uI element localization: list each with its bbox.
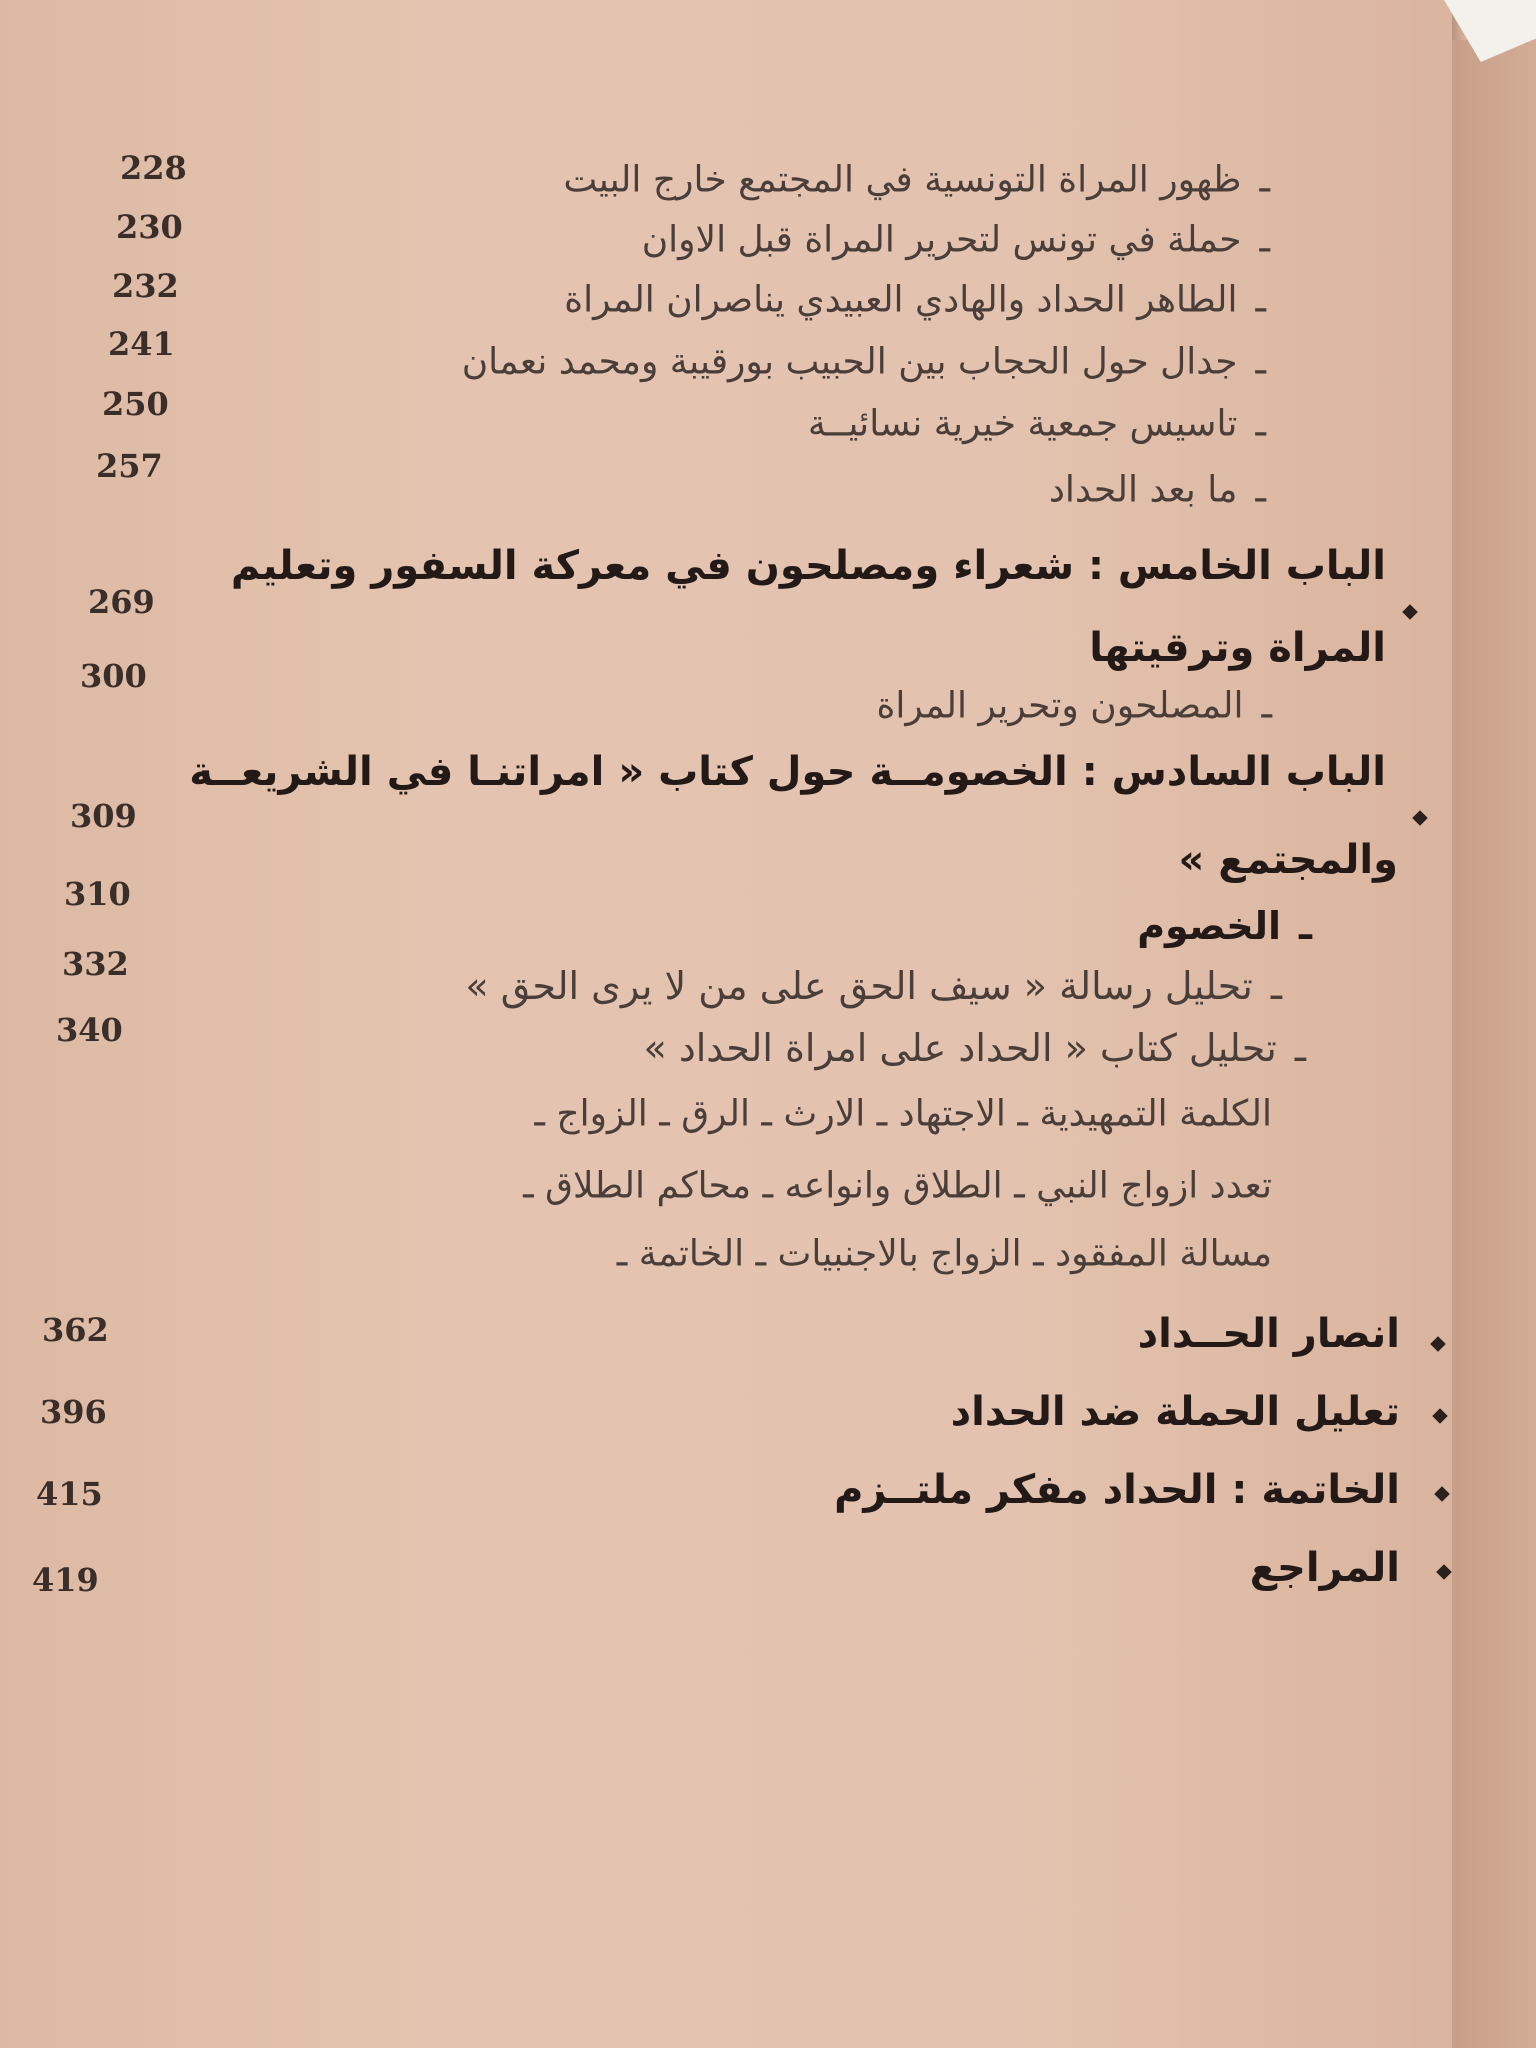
page-number: 309 [70,797,137,835]
toc-chapter-entry: تعليل الحملة ضد الحداد [950,1389,1400,1435]
dash-marker: ـ [1259,219,1270,261]
page-number: 269 [88,583,155,621]
toc-entry-title: المصلحون وتحرير المراة [876,685,1244,727]
toc-detail-line: مسالة المفقود ـ الزواج بالاجنبيات ـ الخاتمة ـ [616,1233,1272,1275]
dash-marker: ـ [1270,964,1282,1008]
page-number: 232 [112,267,179,305]
page-number: 362 [42,1311,109,1349]
page-edge [1452,40,1536,2048]
toc-entry [462,342,1266,383]
page-number: 228 [120,149,187,187]
toc-entry [644,1026,1307,1070]
toc-entry [563,160,1270,201]
toc-detail-line: تعدد ازواج النبي ـ الطلاق وانواعه ـ محاكم الطلاق ـ [523,1165,1272,1207]
dash-marker: ـ [1255,341,1266,383]
toc-entry [876,686,1272,727]
dash-marker: ـ [1255,403,1266,445]
diamond-bullet-icon [1436,1564,1452,1580]
toc-chapter-entry: الباب السادس : الخصومــة حول كتاب « امراتنـا في الشريعــة [189,749,1386,795]
diamond-bullet-icon [1402,604,1418,620]
page-number: 300 [80,657,147,695]
page-number: 241 [108,325,175,363]
toc-entry-title: ظهور المراة التونسية في المجتمع خارج البيت [563,159,1242,201]
toc-entry-title: جدال حول الحجاب بين الحبيب بورقيبة ومحمد نعمان [461,341,1238,383]
dash-marker: ـ [1255,279,1266,321]
toc-entry [808,404,1266,445]
diamond-bullet-icon [1430,1336,1446,1352]
dash-marker: ـ [1261,685,1272,727]
page-number: 257 [96,447,163,485]
toc-chapter-continuation: المراة وترقيتها [1089,625,1386,671]
page-number: 419 [32,1561,99,1599]
toc-entry [465,964,1282,1008]
toc-chapter-entry: المراجع [1249,1545,1400,1591]
diamond-bullet-icon [1434,1486,1450,1502]
page-number: 415 [36,1475,103,1513]
dash-marker: ـ [1294,1026,1306,1070]
dash-marker: ـ [1259,159,1270,201]
page-number: 396 [40,1393,107,1431]
toc-entry-title: تحليل رسالة « سيف الحق على من لا يرى الحق » [465,964,1253,1008]
page-number: 250 [102,385,169,423]
toc-detail-line: الكلمة التمهيدية ـ الاجتهاد ـ الارث ـ الرق ـ الزواج ـ [534,1093,1272,1135]
toc-entry-title: حملة في تونس لتحرير المراة قبل الاوان [641,219,1242,261]
diamond-bullet-icon [1432,1408,1448,1424]
toc-entry-title: تاسيس جمعية خيرية نسائيــة [807,403,1238,445]
page-number: 332 [62,945,129,983]
page-number: 310 [64,875,131,913]
toc-chapter-entry: الباب الخامس : شعراء ومصلحون في معركة السفور وتعليم [230,543,1386,589]
toc-chapter-entry: الخاتمة : الحداد مفكر ملتــزم [834,1467,1400,1513]
toc-entry [1049,470,1266,511]
toc-entry [642,220,1270,261]
diamond-bullet-icon [1412,810,1428,826]
toc-entry-title: ما بعد الحداد [1048,469,1238,511]
toc-entry-title: الخصوم [1137,904,1281,948]
toc-chapter-entry: انصار الحــداد [1137,1311,1400,1357]
page-number: 340 [56,1011,123,1049]
page-number: 230 [116,208,183,246]
dash-marker: ـ [1255,469,1266,511]
toc-entry-title: تحليل كتاب « الحداد على امراة الحداد » [643,1026,1277,1070]
toc-entry [1137,904,1312,948]
dash-marker: ـ [1299,904,1312,948]
toc-entry-title: الطاهر الحداد والهادي العبيدي يناصران المراة [564,279,1238,321]
toc-chapter-continuation: والمجتمع » [1178,837,1398,883]
toc-entry [564,280,1266,321]
